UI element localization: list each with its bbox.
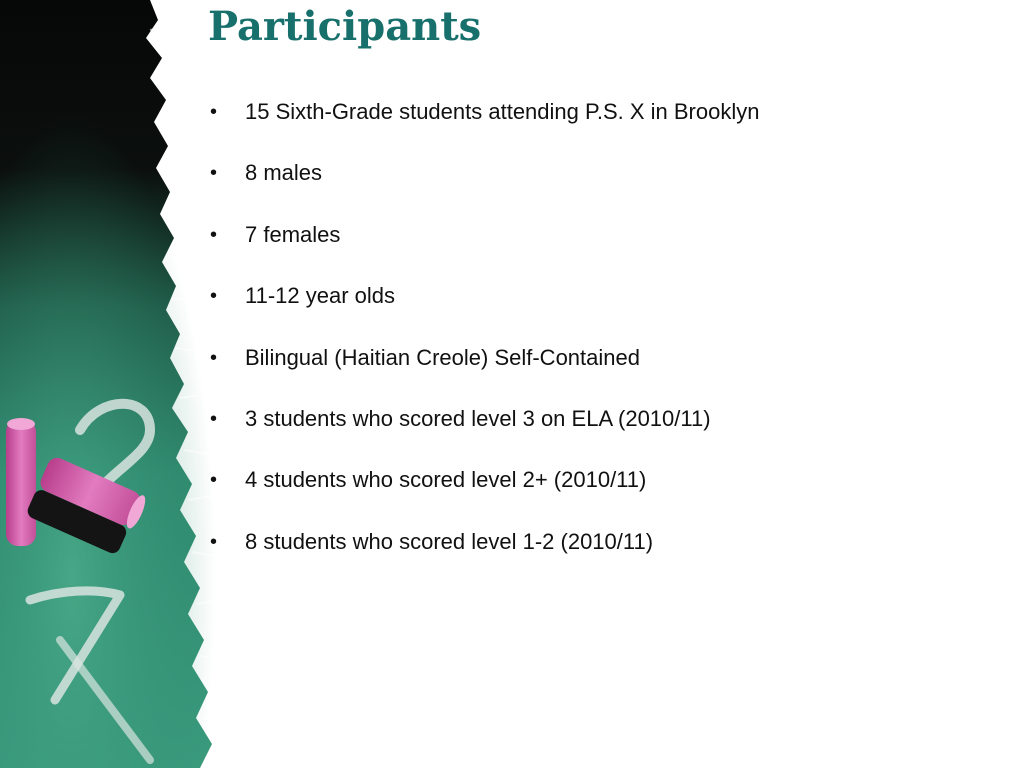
bullet-point: • xyxy=(210,530,218,553)
bullet-point: • xyxy=(210,285,218,308)
bullet-text: Bilingual (Haitian Creole) Self-Contained xyxy=(245,344,640,370)
bullet-text: 7 females xyxy=(245,221,341,247)
bullet-text: 3 students who scored level 3 on ELA (2010/11) xyxy=(245,405,711,431)
bullet-point: • xyxy=(210,101,218,123)
bullet-point: • xyxy=(210,346,218,369)
bullet-text: 8 students who scored level 1-2 (2010/11) xyxy=(245,528,654,554)
bullet-text: 11-12 year olds xyxy=(245,283,396,309)
bullet-text: 15 Sixth-Grade students attending P.S. X in Brooklyn xyxy=(245,99,760,124)
bullet-point: • xyxy=(210,223,218,246)
chalkboard-decoration xyxy=(0,0,240,768)
bullet-text: 4 students who scored level 2+ (2010/11) xyxy=(245,467,647,493)
bullet-point: • xyxy=(210,469,218,492)
bullet-text: 8 males xyxy=(245,160,323,186)
bullet-point: • xyxy=(210,407,218,430)
slide-title: Participants xyxy=(208,3,482,50)
bullet-point: • xyxy=(210,162,218,185)
